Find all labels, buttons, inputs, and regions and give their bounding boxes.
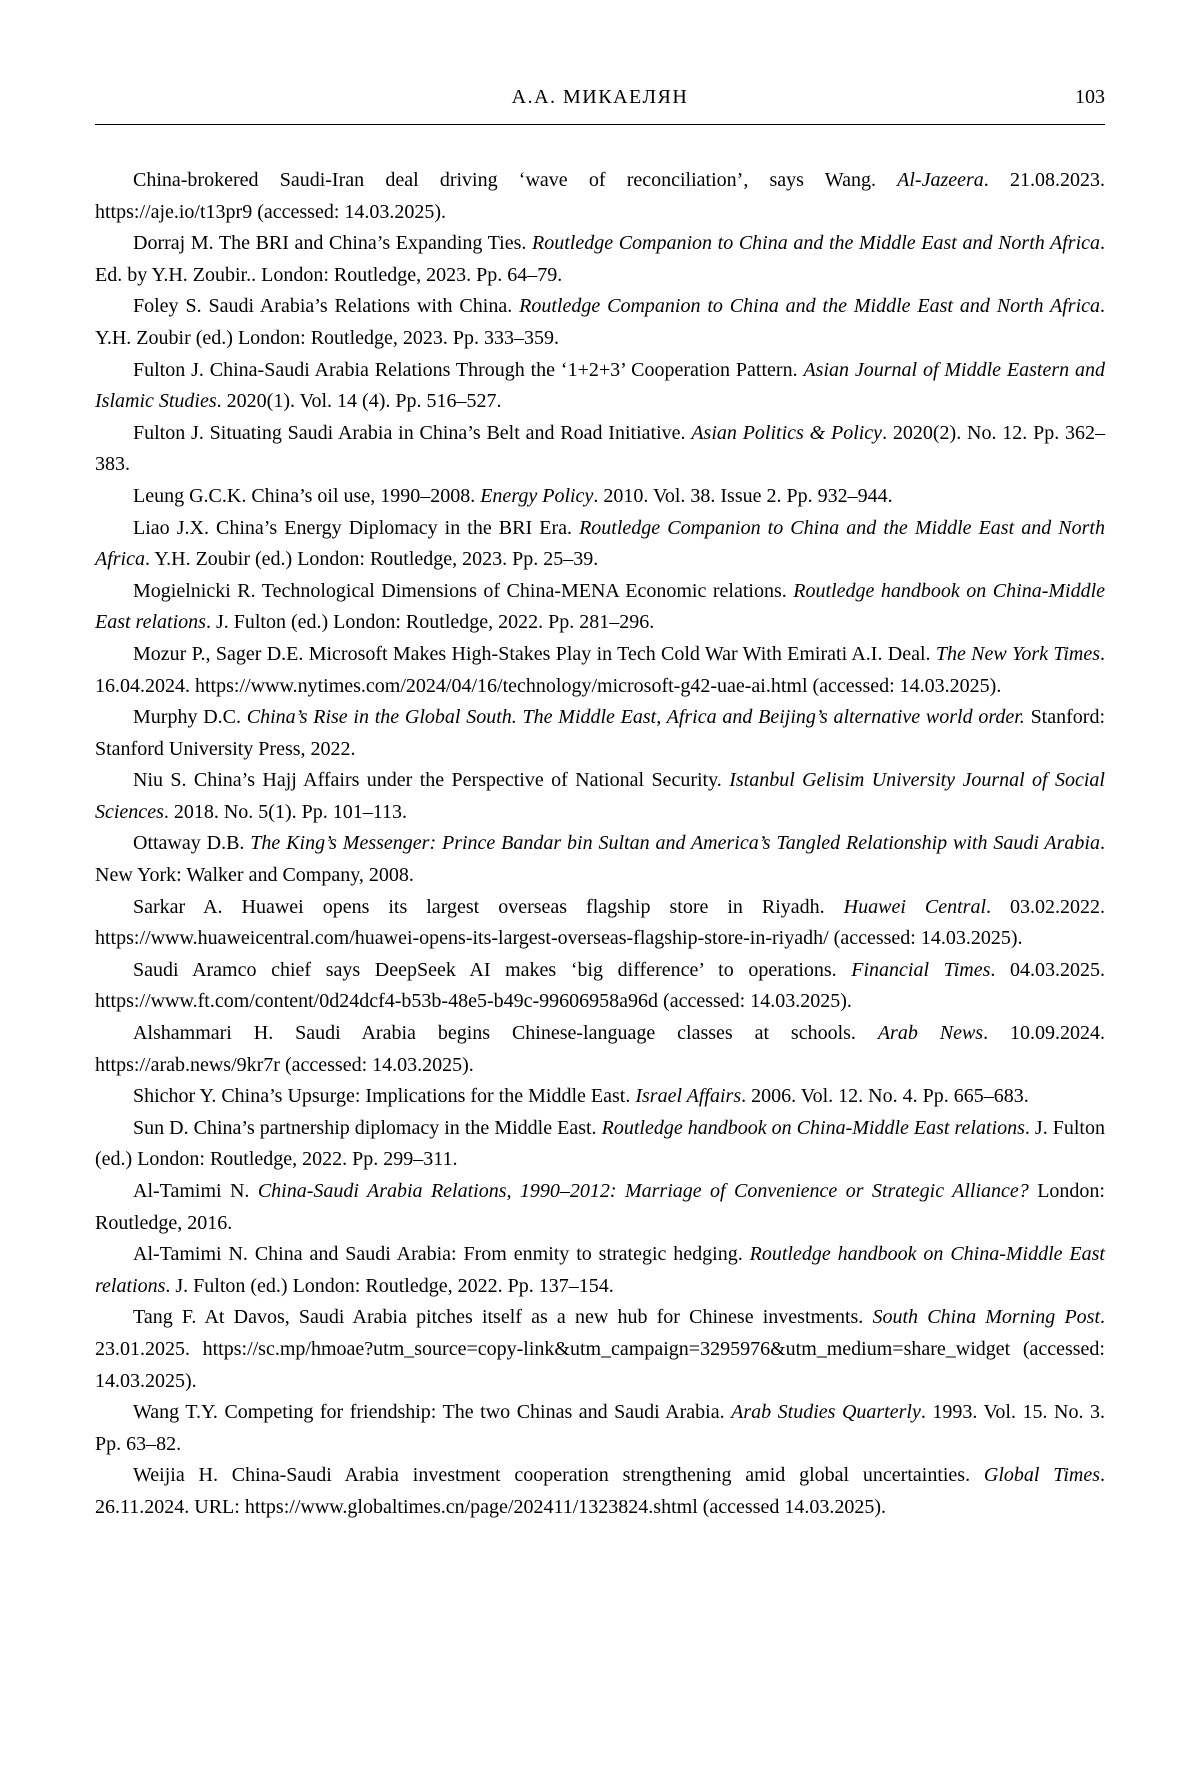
reference-text: Stanford: Stanford University Press, 2022. (95, 706, 1105, 760)
reference-source-title: The New York Times (935, 642, 1101, 665)
reference-item (95, 1460, 1105, 1523)
reference-item (95, 892, 1105, 955)
reference-text: Mogielnicki R. Technological Dimensions of China-MENA Economic relations. (133, 579, 794, 602)
reference-source-title: Energy Policy (480, 484, 594, 507)
reference-text: Foley S. Saudi Arabia’s Relations with China. (133, 295, 520, 318)
reference-source-title: Routledge Companion to China and the Middle East and North Africa (519, 295, 1100, 318)
reference-text: . Y.H. Zoubir (ed.) London: Routledge, 2023. Pp. 333–359. (95, 295, 1105, 349)
reference-item (95, 228, 1105, 291)
reference-item (95, 355, 1105, 418)
reference-text: Dorraj M. The BRI and China’s Expanding Ties. (133, 232, 532, 255)
reference-text: Leung G.C.K. China’s oil use, 1990–2008. (133, 484, 481, 507)
reference-item (95, 828, 1105, 891)
reference-item (95, 1113, 1105, 1176)
reference-item (95, 955, 1105, 1018)
reference-text: . 10.09.2024. https://arab.news/9kr7r (accessed: 14.03.2025). (95, 1022, 1106, 1076)
reference-text: . 1993. Vol. 15. No. 3. Pp. 63–82. (95, 1401, 1105, 1455)
reference-text: . J. Fulton (ed.) London: Routledge, 2022. Pp. 137–154. (165, 1274, 614, 1297)
reference-text: . J. Fulton (ed.) London: Routledge, 2022. Pp. 299–311. (95, 1116, 1105, 1171)
reference-source-title: Routledge Companion to China and the Middle East and North Africa (95, 516, 1105, 571)
reference-text: Sarkar A. Huawei opens its largest overseas flagship store in Riyadh. (133, 895, 844, 918)
running-head-author: А.А. МИКАЕЛЯН (511, 86, 689, 108)
page-header (95, 86, 1105, 125)
reference-source-title: Arab Studies Quarterly (731, 1401, 921, 1424)
page-number: 103 (1075, 86, 1105, 108)
reference-text: Mozur P., Sager D.E. Microsoft Makes High-Stakes Play in Tech Cold War With Emirati A.I. Deal. (133, 642, 936, 665)
reference-text: Tang F. At Davos, Saudi Arabia pitches itself as a new hub for Chinese investments. (133, 1306, 873, 1329)
reference-source-title: Israel Affairs (635, 1085, 742, 1108)
reference-text: . 03.02.2022. https://www.huaweicentral.com/huawei-opens-its-largest-overseas-flagship-store-in-riyadh/ (accessed: 14.03.2025). (95, 895, 1105, 950)
reference-text: Alshammari H. Saudi Arabia begins Chinese-language classes at schools. (133, 1022, 878, 1045)
reference-text: . 04.03.2025. https://www.ft.com/content/0d24dcf4-b53b-48e5-b49c-99606958a96d (accessed: 14.03.2025). (95, 958, 1105, 1013)
reference-text: London: Routledge, 2016. (95, 1180, 1105, 1234)
reference-text: Saudi Aramco chief says DeepSeek AI makes ‘big difference’ to operations. (133, 958, 852, 981)
reference-item (95, 481, 1105, 513)
reference-item (95, 765, 1105, 828)
reference-item (95, 1018, 1105, 1081)
reference-text: . 2020(2). No. 12. Pp. 362–383. (95, 421, 1105, 476)
reference-item (95, 1176, 1105, 1239)
reference-source-title: Routledge handbook on China-Middle East relations (95, 1243, 1105, 1297)
reference-text: Weijia H. China-Saudi Arabia investment cooperation strengthening amid global uncertainties. (133, 1464, 984, 1487)
reference-text: Al-Tamimi N. (133, 1180, 258, 1202)
reference-item (95, 1239, 1105, 1302)
reference-source-title: Asian Politics & Policy (691, 421, 883, 444)
reference-text: Al-Tamimi N. China and Saudi Arabia: From enmity to strategic hedging. (133, 1243, 750, 1266)
reference-item (95, 1397, 1105, 1460)
reference-item (95, 576, 1105, 639)
reference-text: Wang T.Y. Competing for friendship: The two Chinas and Saudi Arabia. (133, 1401, 732, 1424)
reference-text: Fulton J. China-Saudi Arabia Relations Through the ‘1+2+3’ Cooperation Pattern. (133, 358, 804, 381)
reference-source-title: Al-Jazeera (897, 169, 984, 191)
reference-item (95, 702, 1105, 765)
reference-text: . Ed. by Y.H. Zoubir.. London: Routledge, 2023. Pp. 64–79. (95, 232, 1105, 286)
references-list (95, 165, 1105, 1524)
reference-item (95, 513, 1105, 576)
reference-item (95, 165, 1105, 228)
reference-text: . 16.04.2024. https://www.nytimes.com/2024/04/16/technology/microsoft-g42-uae-ai.html (accessed: 14.03.2025). (95, 642, 1106, 697)
reference-text: Murphy D.C. (133, 706, 247, 729)
reference-source-title: China-Saudi Arabia Relations, 1990–2012: Marriage of Convenience or Strategic Alliance? (257, 1180, 1029, 1202)
reference-item (95, 1081, 1105, 1113)
reference-source-title: South China Morning Post (872, 1306, 1100, 1329)
reference-item (95, 291, 1105, 354)
reference-text: . 21.08.2023. https://aje.io/t13pr9 (accessed: 14.03.2025). (95, 169, 1105, 223)
reference-source-title: Arab News (877, 1022, 984, 1045)
reference-text: . 2020(1). Vol. 14 (4). Pp. 516–527. (216, 390, 502, 413)
reference-text: . Y.H. Zoubir (ed.) London: Routledge, 2023. Pp. 25–39. (145, 548, 599, 571)
reference-source-title: The King’s Messenger: Prince Bandar bin Sultan and America’s Tangled Relationship with Saudi Arabia (250, 832, 1100, 855)
reference-text: Sun D. China’s partnership diplomacy in the Middle East. (133, 1116, 602, 1139)
reference-source-title: Routledge Companion to China and the Middle East and North Africa (532, 232, 1100, 255)
reference-item (95, 639, 1105, 702)
reference-text: . 26.11.2024. URL: https://www.globaltimes.cn/page/202411/1323824.shtml (accessed 14.03.2025). (95, 1464, 1105, 1518)
reference-source-title: Istanbul Gelisim University Journal of Social Sciences (95, 769, 1105, 823)
reference-text: Niu S. China’s Hajj Affairs under the Perspective of National Security. (133, 769, 730, 792)
reference-text: . J. Fulton (ed.) London: Routledge, 2022. Pp. 281–296. (205, 611, 655, 634)
reference-text: Ottaway D.B. (133, 832, 251, 855)
reference-text: . 23.01.2025. https://sc.mp/hmoae?utm_source=copy-link&utm_campaign=3295976&utm_medium=share_widget (accessed: 14.03.2025). (95, 1306, 1105, 1392)
reference-source-title: Huawei Central (843, 895, 986, 918)
reference-text: Liao J.X. China’s Energy Diplomacy in the BRI Era. (133, 516, 580, 539)
reference-source-title: Asian Journal of Middle Eastern and Islamic Studies (95, 358, 1105, 413)
reference-text: . 2018. No. 5(1). Pp. 101–113. (163, 800, 408, 823)
reference-text: . 2006. Vol. 12. No. 4. Pp. 665–683. (741, 1085, 1029, 1108)
reference-text: Shichor Y. China’s Upsurge: Implications for the Middle East. (133, 1085, 636, 1108)
reference-source-title: Routledge handbook on China-Middle East relations (601, 1116, 1025, 1139)
reference-source-title: Routledge handbook on China-Middle East relations (95, 579, 1106, 634)
reference-text: China-brokered Saudi-Iran deal driving ‘wave of reconciliation’, says Wang. (133, 169, 898, 191)
reference-text: . 2010. Vol. 38. Issue 2. Pp. 932–944. (593, 484, 893, 507)
reference-text: Fulton J. Situating Saudi Arabia in China’s Belt and Road Initiative. (133, 421, 692, 444)
reference-source-title: China’s Rise in the Global South. The Middle East, Africa and Beijing’s alternative world order. (246, 706, 1025, 729)
reference-text: . New York: Walker and Company, 2008. (95, 832, 1105, 887)
reference-item (95, 1302, 1105, 1397)
reference-source-title: Global Times (983, 1464, 1100, 1487)
reference-source-title: Financial Times (851, 958, 991, 981)
reference-item (95, 418, 1105, 481)
